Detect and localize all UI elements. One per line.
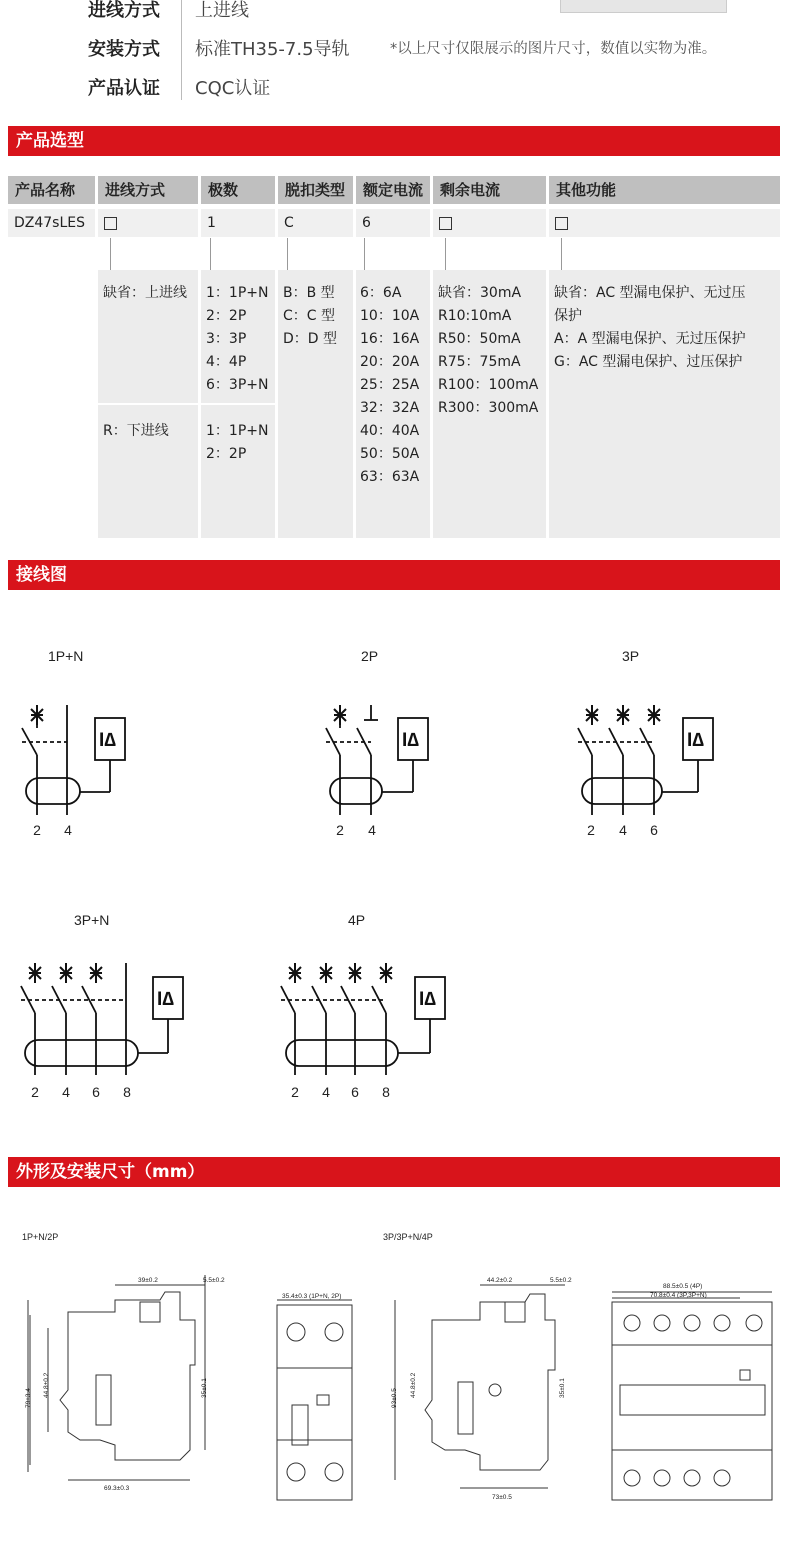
terminal-label: 6 <box>92 1084 100 1100</box>
table-cell-residual <box>433 209 546 237</box>
spec-label-mount: 安装方式 <box>88 39 160 60</box>
wiring-title: 2P <box>361 648 379 664</box>
terminal-label: 4 <box>322 1084 330 1100</box>
dim-text: 44.8±0.2 <box>410 1372 417 1398</box>
residual-option: R75：75mA <box>438 354 521 370</box>
diagram-4p <box>281 963 445 1075</box>
current-option: 16：16A <box>360 331 420 347</box>
dim-text: 5.5±0.2 <box>550 1277 572 1284</box>
wiring-diagrams <box>0 630 790 1110</box>
terminal-label: 6 <box>650 822 658 838</box>
inlet-default: 缺省：上进线 <box>103 285 187 301</box>
residual-option: R50：50mA <box>438 331 521 347</box>
current-option: 32：32A <box>360 400 420 416</box>
terminal-label: 4 <box>62 1084 70 1100</box>
connector-line <box>561 238 562 270</box>
connector-line <box>287 238 288 270</box>
table-cell-current: 6 <box>356 209 430 237</box>
terminal-label: 4 <box>619 822 627 838</box>
terminal-label: 8 <box>382 1084 390 1100</box>
residual-option: R10:10mA <box>438 308 512 324</box>
other-list <box>554 282 746 374</box>
poles-option: 1：1P+N <box>206 285 269 301</box>
other-option: A：A 型漏电保护、无过压保护 <box>554 331 746 347</box>
residual-option: R300：300mA <box>438 400 539 416</box>
trip-option: D：D 型 <box>283 331 338 347</box>
poles-option: 3：3P <box>206 331 247 347</box>
side-view-large <box>395 1285 565 1488</box>
spec-label-cert: 产品认证 <box>88 78 160 99</box>
side-view-small <box>28 1275 205 1480</box>
table-header-other: 其他功能 <box>549 176 780 204</box>
poles-option: 4：4P <box>206 354 247 370</box>
checkbox-placeholder <box>555 217 568 230</box>
terminal-label: 2 <box>336 822 344 838</box>
dim-text: 70.8±0.4 (3P,3P+N) <box>650 1292 707 1299</box>
spec-label-inlet: 进线方式 <box>88 0 160 21</box>
table-header-inlet: 进线方式 <box>98 176 198 204</box>
poles-option: 2：2P <box>206 446 247 462</box>
current-option: 6：6A <box>360 285 402 301</box>
dim-text: 44.8±0.2 <box>43 1372 50 1398</box>
dim-text: 73±0.5 <box>492 1494 512 1501</box>
residual-option: 缺省：30mA <box>438 285 522 301</box>
connector-line <box>445 238 446 270</box>
wiring-title: 3P <box>622 648 640 664</box>
trip-list <box>283 282 337 351</box>
connector-line <box>364 238 365 270</box>
poles-option: 1：1P+N <box>206 423 269 439</box>
dim-text: 35.4±0.3 (1P+N, 2P) <box>282 1293 342 1300</box>
dim-text: 93±0.5 <box>391 1388 398 1408</box>
dim-text: 44.2±0.2 <box>487 1277 513 1284</box>
diagram-2p <box>326 705 428 815</box>
terminal-label: 2 <box>587 822 595 838</box>
poles-r-list <box>206 420 268 466</box>
table-header-residual: 剩余电流 <box>433 176 546 204</box>
dim-text: 39±0.2 <box>138 1277 158 1284</box>
current-option: 20：20A <box>360 354 420 370</box>
wiring-title: 1P+N <box>48 648 84 664</box>
poles-option: 2：2P <box>206 308 247 324</box>
product-thumbnail <box>560 0 727 13</box>
current-list <box>360 282 419 489</box>
table-cell-name: DZ47sLES <box>8 209 95 237</box>
table-cell-inlet <box>98 209 198 237</box>
wiring-title: 3P+N <box>74 912 110 928</box>
table-header-poles: 极数 <box>201 176 275 204</box>
current-option: 63：63A <box>360 469 420 485</box>
dim-text: 5.5±0.2 <box>203 1277 225 1284</box>
connector-line <box>110 238 111 270</box>
trip-option: B：B 型 <box>283 285 335 301</box>
table-cell-poles: 1 <box>201 209 275 237</box>
section-banner-wiring: 接线图 <box>8 560 780 590</box>
dim-text: 69.3±0.3 <box>104 1485 130 1492</box>
table-cell-other <box>549 209 780 237</box>
current-option: 10：10A <box>360 308 420 324</box>
dims-label-small: 1P+N/2P <box>22 1232 59 1242</box>
section-banner-selection: 产品选型 <box>8 126 780 156</box>
spec-value-inlet: 上进线 <box>195 0 249 21</box>
rcd-symbol: I∆ <box>687 730 704 751</box>
poles-option: 6：3P+N <box>206 377 269 393</box>
dimension-drawings <box>0 1220 790 1540</box>
terminal-label: 4 <box>368 822 376 838</box>
dims-label-large: 3P/3P+N/4P <box>383 1232 433 1242</box>
dim-text: 35±0.1 <box>559 1378 566 1398</box>
terminal-label: 6 <box>351 1084 359 1100</box>
dim-text: 35±0.1 <box>201 1378 208 1398</box>
dim-text: 79±3.4 <box>25 1388 32 1408</box>
diagram-3pn <box>21 963 183 1075</box>
connector-line <box>210 238 211 270</box>
inlet-bottom: R：下进线 <box>103 423 169 439</box>
section-banner-dimensions: 外形及安装尺寸（mm） <box>8 1157 780 1187</box>
current-option: 40：40A <box>360 423 420 439</box>
current-option: 50：50A <box>360 446 420 462</box>
front-view-large <box>612 1292 772 1500</box>
terminal-label: 2 <box>31 1084 39 1100</box>
terminal-label: 4 <box>64 822 72 838</box>
spec-value-cert: CQC认证 <box>195 78 271 99</box>
table-header-current: 额定电流 <box>356 176 430 204</box>
terminal-label: 2 <box>33 822 41 838</box>
diagram-1pn <box>22 705 125 815</box>
spec-divider <box>181 0 182 100</box>
trip-option: C：C 型 <box>283 308 336 324</box>
checkbox-placeholder <box>104 217 117 230</box>
other-option: G：AC 型漏电保护、过压保护 <box>554 354 743 370</box>
dim-text: 88.5±0.5 (4P) <box>663 1283 703 1290</box>
diagram-3p <box>578 705 713 815</box>
residual-list <box>438 282 538 420</box>
rcd-symbol: I∆ <box>419 989 436 1010</box>
front-view-small <box>277 1300 352 1500</box>
other-option: 保护 <box>554 308 582 324</box>
current-option: 25：25A <box>360 377 420 393</box>
rcd-symbol: I∆ <box>157 989 174 1010</box>
table-header-trip: 脱扣类型 <box>278 176 353 204</box>
size-note: *以上尺寸仅限展示的图片尺寸，数值以实物为准。 <box>390 41 717 57</box>
table-header-name: 产品名称 <box>8 176 95 204</box>
terminal-label: 8 <box>123 1084 131 1100</box>
residual-option: R100：100mA <box>438 377 539 393</box>
checkbox-placeholder <box>439 217 452 230</box>
options-divider <box>98 403 275 405</box>
rcd-symbol: I∆ <box>99 730 116 751</box>
rcd-symbol: I∆ <box>402 730 419 751</box>
table-cell-trip: C <box>278 209 353 237</box>
terminal-label: 2 <box>291 1084 299 1100</box>
spec-value-mount: 标准TH35-7.5导轨 <box>195 39 350 60</box>
wiring-title: 4P <box>348 912 366 928</box>
other-option: 缺省：AC 型漏电保护、无过压 <box>554 285 746 301</box>
poles-default-list <box>206 282 268 397</box>
